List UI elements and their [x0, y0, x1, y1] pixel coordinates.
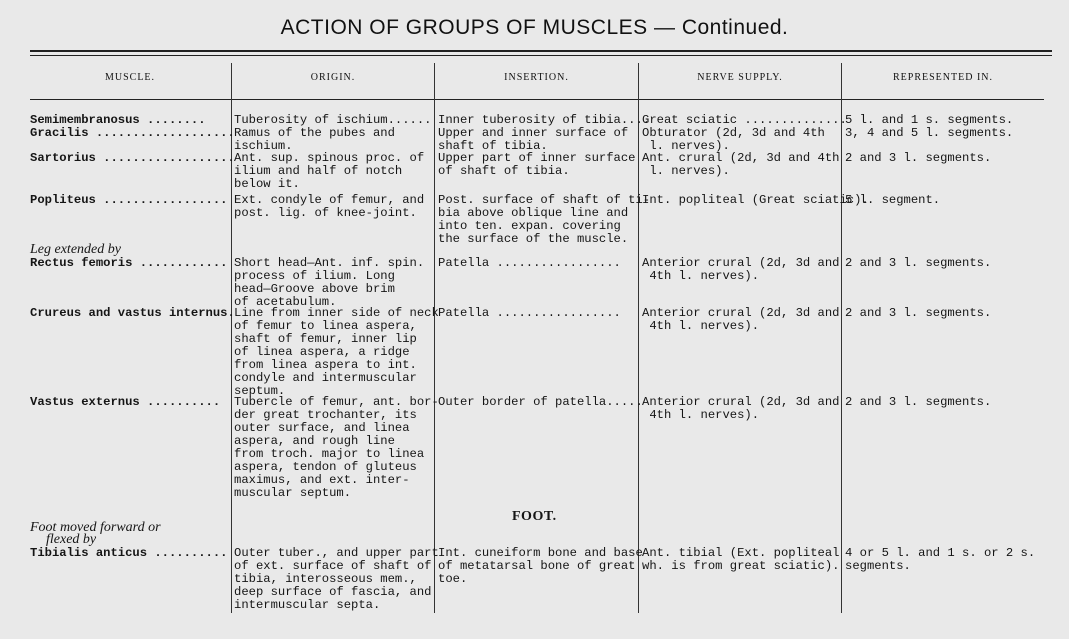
- nerve-supply-cell: Ant. tibial (Ext. popliteal wh. is from great sciatic).: [642, 546, 840, 573]
- muscle-name: Vastus externus ..........: [30, 395, 221, 409]
- header-muscle: MUSCLE.: [104, 72, 156, 83]
- origin-cell: Ext. condyle of femur, and post. lig. of knee-joint.: [234, 193, 425, 220]
- represented-in-cell: 2 and 3 l. segments.: [845, 395, 992, 409]
- section-heading-foot: FOOT.: [512, 509, 557, 524]
- origin-cell: Ramus of the pubes and ischium.: [234, 126, 395, 153]
- group-label-foot: Foot moved forward or: [30, 520, 161, 535]
- origin-cell: Ant. sup. spinous proc. of ilium and half of notch below it.: [234, 151, 425, 191]
- represented-in-cell: 2 and 3 l. segments.: [845, 256, 992, 270]
- header-origin: ORIGIN.: [310, 72, 356, 83]
- nerve-supply-cell: Obturator (2d, 3d and 4th l. nerves).: [642, 126, 825, 153]
- insertion-cell: Upper part of inner surface of shaft of tibia.: [438, 151, 636, 178]
- muscle-name: Sartorius ..................: [30, 151, 235, 165]
- muscle-name: Semimembranosus ........: [30, 113, 206, 127]
- header-underline: [842, 99, 1044, 100]
- origin-cell: Line from inner side of neck of femur to linea aspera, shaft of femur, inner lip of linea aspera, a ridge from linea aspera to int. condyle and intermuscular septum.: [234, 306, 439, 398]
- insertion-cell: Int. cuneiform bone and base of metatarsal bone of great toe.: [438, 546, 643, 586]
- muscle-name: Crureus and vastus internus.: [30, 306, 235, 320]
- represented-in-cell: 4 or 5 l. and 1 s. or 2 s. segments.: [845, 546, 1036, 573]
- represented-in-cell: 2 and 3 l. segments.: [845, 306, 992, 320]
- header-nerve-supply: NERVE SUPPLY.: [697, 72, 783, 83]
- muscle-name: Tibialis anticus ..........: [30, 546, 228, 560]
- origin-cell: Tuberosity of ischium......: [234, 113, 432, 127]
- top-rule-thick: [30, 50, 1052, 52]
- muscle-name: Rectus femoris ............: [30, 256, 228, 270]
- insertion-cell: Inner tuberosity of tibia....: [438, 113, 651, 127]
- insertion-cell: Outer border of patella.....: [438, 395, 643, 409]
- represented-in-cell: 2 and 3 l. segments.: [845, 151, 992, 165]
- insertion-cell: Patella .................: [438, 256, 621, 270]
- header-underline: [30, 99, 231, 100]
- represented-in-cell: 5 l. and 1 s. segments.: [845, 113, 1014, 127]
- header-represented-in: REPRESENTED IN.: [893, 72, 993, 83]
- group-label-foot-cont: flexed by: [46, 532, 97, 547]
- header-insertion: INSERTION.: [504, 72, 569, 83]
- column-divider: [231, 63, 232, 613]
- origin-cell: Outer tuber., and upper part of ext. surface of shaft of tibia, interosseous mem., deep surface of fascia, and intermuscular septa.: [234, 546, 439, 612]
- insertion-cell: Upper and inner surface of shaft of tibia.: [438, 126, 629, 153]
- nerve-supply-cell: Great sciatic ..............: [642, 113, 847, 127]
- muscle-name: Popliteus .................: [30, 193, 228, 207]
- insertion-cell: Post. surface of shaft of ti- bia above oblique line and into ten. expan. covering the surface of the muscle.: [438, 193, 651, 246]
- page-title: ACTION OF GROUPS OF MUSCLES — Continued.: [280, 16, 789, 39]
- header-underline: [232, 99, 434, 100]
- nerve-supply-cell: Anterior crural (2d, 3d and 4th l. nerves).: [642, 395, 840, 422]
- insertion-cell: Patella .................: [438, 306, 621, 320]
- column-divider: [638, 63, 639, 613]
- header-underline: [435, 99, 638, 100]
- nerve-supply-cell: Anterior crural (2d, 3d and 4th l. nerves).: [642, 306, 840, 333]
- group-label-leg: Leg extended by: [30, 242, 121, 257]
- represented-in-cell: 5 l. segment.: [845, 193, 941, 207]
- nerve-supply-cell: Int. popliteal (Great sciatic).: [642, 193, 869, 207]
- top-rule-thin: [30, 55, 1052, 56]
- nerve-supply-cell: Anterior crural (2d, 3d and 4th l. nerves).: [642, 256, 840, 283]
- represented-in-cell: 3, 4 and 5 l. segments.: [845, 126, 1014, 140]
- origin-cell: Short head—Ant. inf. spin. process of ilium. Long head—Groove above brim of acetabulum.: [234, 256, 425, 309]
- origin-cell: Tubercle of femur, ant. bor- der great trochanter, its outer surface, and linea aspera, and rough line from troch. major to linea aspera, tendon of gluteus maximus, and ext. inter- muscular septum.: [234, 395, 439, 500]
- muscle-name: Gracilis ...................: [30, 126, 235, 140]
- nerve-supply-cell: Ant. crural (2d, 3d and 4th l. nerves).: [642, 151, 840, 178]
- column-divider: [841, 63, 842, 613]
- header-underline: [639, 99, 841, 100]
